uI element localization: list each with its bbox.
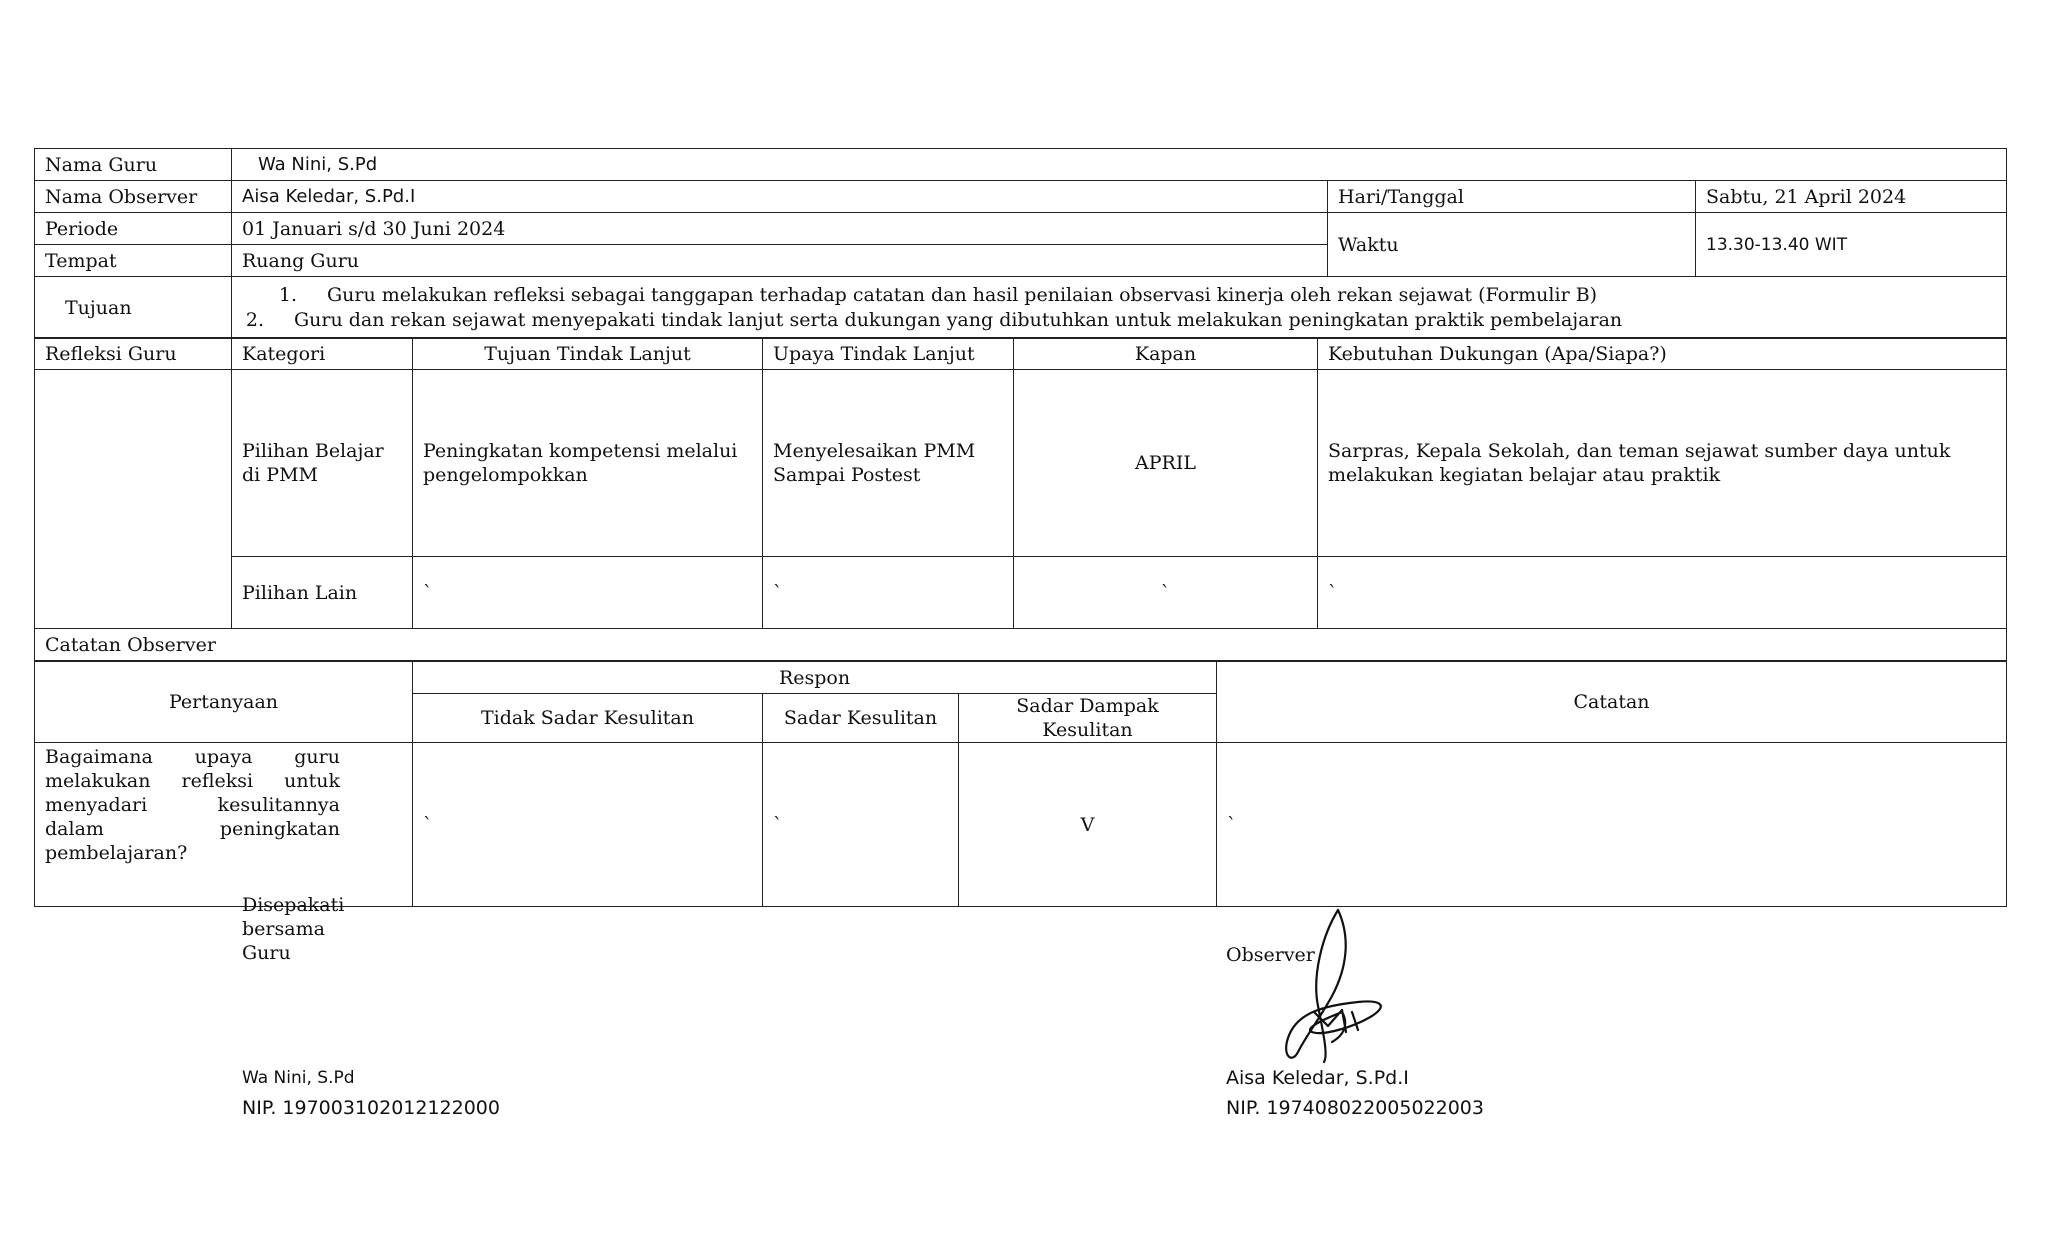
- kapan-cell: APRIL: [1014, 370, 1318, 557]
- pertanyaan-text: Bagaimana upaya guru melakukan refleksi untuk menyadari kesulitannya dalam peningkatan pembelajaran?: [45, 746, 340, 864]
- refleksi-table: [34, 337, 2007, 661]
- catatan-observer-title: Catatan Observer: [35, 629, 2007, 661]
- kategori-cell: Pilihan Belajar di PMM: [232, 370, 413, 557]
- tujuan-cell: `: [413, 557, 763, 629]
- tujuan-cell: Peningkatan kompetensi melalui pengelompokkan: [413, 370, 763, 557]
- waktu-label: Waktu: [1328, 213, 1696, 277]
- catatan-header: Catatan: [1217, 662, 2007, 743]
- observer-signature: [1262, 906, 1412, 1066]
- guru-name: Wa Nini, S.Pd: [242, 1068, 355, 1088]
- catatan-cell: `: [1217, 743, 2007, 907]
- guru-agreement-line2: bersama: [242, 918, 325, 940]
- upaya-tindak-lanjut-header: Upaya Tindak Lanjut: [763, 338, 1014, 370]
- kebutuhan-dukungan-header: Kebutuhan Dukungan (Apa/Siapa?): [1318, 338, 2007, 370]
- kapan-header: Kapan: [1014, 338, 1318, 370]
- tujuan-tindak-lanjut-header: Tujuan Tindak Lanjut: [413, 338, 763, 370]
- upaya-cell: `: [763, 557, 1014, 629]
- kebutuhan-cell: `: [1318, 557, 2007, 629]
- identity-table: [34, 148, 2007, 339]
- nama-guru-value: Wa Nini, S.Pd: [232, 149, 2007, 181]
- guru-nip: NIP. 197003102012122000: [242, 1097, 500, 1119]
- tempat-value: Ruang Guru: [232, 245, 1328, 277]
- observer-nip: NIP. 197408022005022003: [1226, 1097, 1484, 1119]
- tidak-sadar-header: Tidak Sadar Kesulitan: [413, 694, 763, 743]
- tujuan-label: Tujuan: [35, 277, 232, 339]
- hari-tanggal-value: Sabtu, 21 April 2024: [1696, 181, 2007, 213]
- nama-guru-label: Nama Guru: [35, 149, 232, 181]
- tujuan-num: 1.: [278, 283, 297, 306]
- pertanyaan-header: Pertanyaan: [35, 662, 413, 743]
- periode-value: 01 Januari s/d 30 Juni 2024: [232, 213, 1328, 245]
- guru-agreement-block: [242, 893, 344, 965]
- tempat-label: Tempat: [35, 245, 232, 277]
- observer-name: Aisa Keledar, S.Pd.I: [1226, 1067, 1409, 1089]
- tujuan-num: 2.: [245, 308, 264, 331]
- sadar-dampak-header: Sadar Dampak Kesulitan: [959, 694, 1217, 743]
- tujuan-text: Guru dan rekan sejawat menyepakati tindak lanjut serta dukungan yang dibutuhkan untuk melakukan peningkatan praktik pembelajaran: [294, 308, 1623, 331]
- periode-label: Periode: [35, 213, 232, 245]
- sadar-header: Sadar Kesulitan: [763, 694, 959, 743]
- catatan-observer-table: [34, 661, 2007, 907]
- hari-tanggal-label: Hari/Tanggal: [1328, 181, 1696, 213]
- pertanyaan-cell: [35, 743, 413, 907]
- kategori-header: Kategori: [232, 338, 413, 370]
- kapan-cell: `: [1014, 557, 1318, 629]
- sadar-dampak-cell: V: [959, 743, 1217, 907]
- nama-observer-value: Aisa Keledar, S.Pd.I: [232, 181, 1328, 213]
- guru-agreement-line3: Guru: [242, 942, 291, 964]
- tujuan-list: [232, 277, 2007, 339]
- waktu-value: 13.30-13.40 WIT: [1696, 213, 2007, 277]
- kebutuhan-cell: Sarpras, Kepala Sekolah, dan teman sejawat sumber daya untuk melakukan kegiatan belajar atau praktik: [1318, 370, 2007, 557]
- upaya-cell: Menyelesaikan PMM Sampai Postest: [763, 370, 1014, 557]
- observer-label: Observer: [1226, 944, 1315, 966]
- tujuan-item: [242, 283, 1996, 308]
- guru-agreement-line1: Disepakati: [242, 894, 345, 916]
- sadar-cell: `: [763, 743, 959, 907]
- tidak-sadar-cell: `: [413, 743, 763, 907]
- respon-header: Respon: [413, 662, 1217, 694]
- nama-observer-label: Nama Observer: [35, 181, 232, 213]
- kategori-cell: Pilihan Lain: [232, 557, 413, 629]
- tujuan-item: [242, 308, 1996, 333]
- tujuan-text: Guru melakukan refleksi sebagai tanggapan terhadap catatan dan hasil penilaian observasi kinerja oleh rekan sejawat (Formulir B): [327, 283, 1598, 306]
- refleksi-guru-header: Refleksi Guru: [35, 338, 232, 370]
- refleksi-guru-cell: [35, 370, 232, 629]
